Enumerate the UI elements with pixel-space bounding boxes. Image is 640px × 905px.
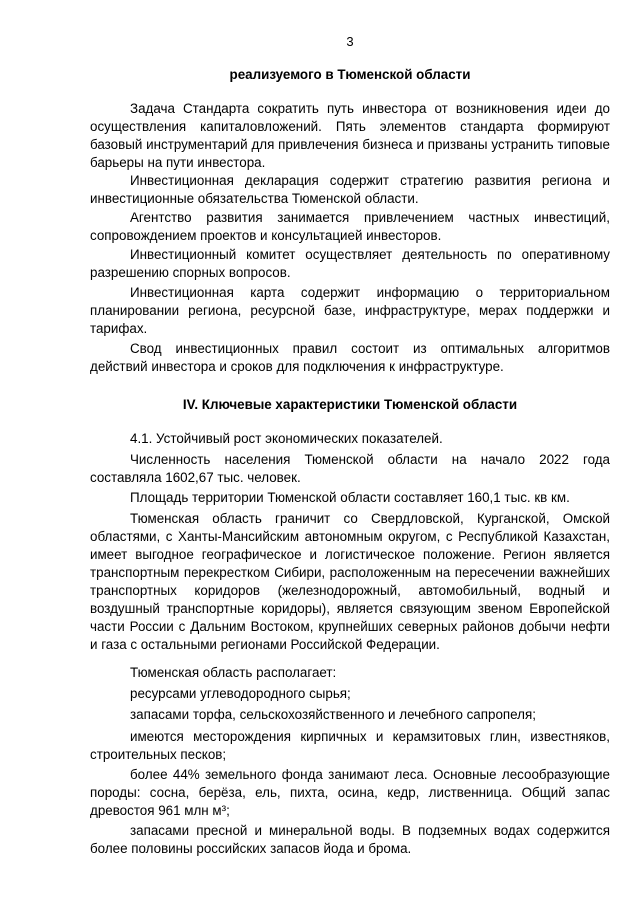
paragraph-clay-deposits: имеются месторождения кирпичных и керамзитовых глин, известняков, строительных песков; <box>90 729 610 762</box>
paragraph-standard-goal: Задача Стандарта сократить путь инвестора от возникновения идеи до осуществления капиталовложений. Пять элементов стандарта формируют базовый инструментарий для привлечения бизнеса и призваны устранить типовые барьеры на пути инвестора. <box>90 101 610 170</box>
page-number: 3 <box>346 34 354 49</box>
paragraph-hydrocarbons: ресурсами углеводородного сырья; <box>130 686 351 701</box>
paragraph-territory-area: Площадь территории Тюменской области составляет 160,1 тыс. кв км. <box>130 490 570 505</box>
paragraph-peat: запасами торфа, сельскохозяйственного и лечебного сапропеля; <box>130 707 536 722</box>
paragraph-economic-growth: 4.1. Устойчивый рост экономических показателей. <box>130 431 443 446</box>
paragraph-development-agency: Агентство развития занимается привлечением частных инвестиций, сопровождением проектов и консультацией инвесторов. <box>90 210 610 243</box>
paragraph-investment-declaration: Инвестиционная декларация содержит стратегию развития региона и инвестиционные обязательства Тюменской области. <box>90 173 610 206</box>
paragraph-region-has: Тюменская область располагает: <box>130 665 337 680</box>
paragraph-investment-committee: Инвестиционный комитет осуществляет деятельность по оперативному разрешению спорных вопросов. <box>90 247 610 280</box>
paragraph-water-reserves: запасами пресной и минеральной воды. В подземных водах содержится более половины российских запасов йода и брома. <box>90 823 610 856</box>
paragraph-investment-map: Инвестиционная карта содержит информацию о территориальном планировании региона, ресурсной базе, инфраструктуре, мерах поддержки и тарифах. <box>90 285 610 336</box>
paragraph-investment-rules: Свод инвестиционных правил состоит из оптимальных алгоритмов действий инвестора и сроков для подключения к инфраструктуре. <box>90 341 610 374</box>
section-heading-continuation: реализуемого в Тюменской области <box>229 67 471 82</box>
paragraph-forests: более 44% земельного фонда занимают леса. Основные лесообразующие породы: сосна, берёза, ель, пихта, осина, кедр, лиственница. Общий запас древостоя 961 млн м³; <box>90 767 610 818</box>
paragraph-geography: Тюменская область граничит со Свердловской, Курганской, Омской областями, с Ханты-Мансийским автономным округом, с Республикой Казахстан, имеет выгодное географическое и логистическое положение. Регион является транспортным перекрестком Сибири, расположенным на пересечении важнейших транспортных коридоров (железнодорожный, автомобильный, водный и воздушный транспортные коридоры), является связующим звеном Европейской части России с Дальним Востоком, крупнейших северных районов добычи нефти и газа с остальными регионами Российской Федерации. <box>90 511 610 652</box>
paragraph-population: Численность населения Тюменской области на начало 2022 года составляла 1602,67 тыс. человек. <box>90 452 610 485</box>
section-heading-iv: IV. Ключевые характеристики Тюменской области <box>182 397 518 412</box>
